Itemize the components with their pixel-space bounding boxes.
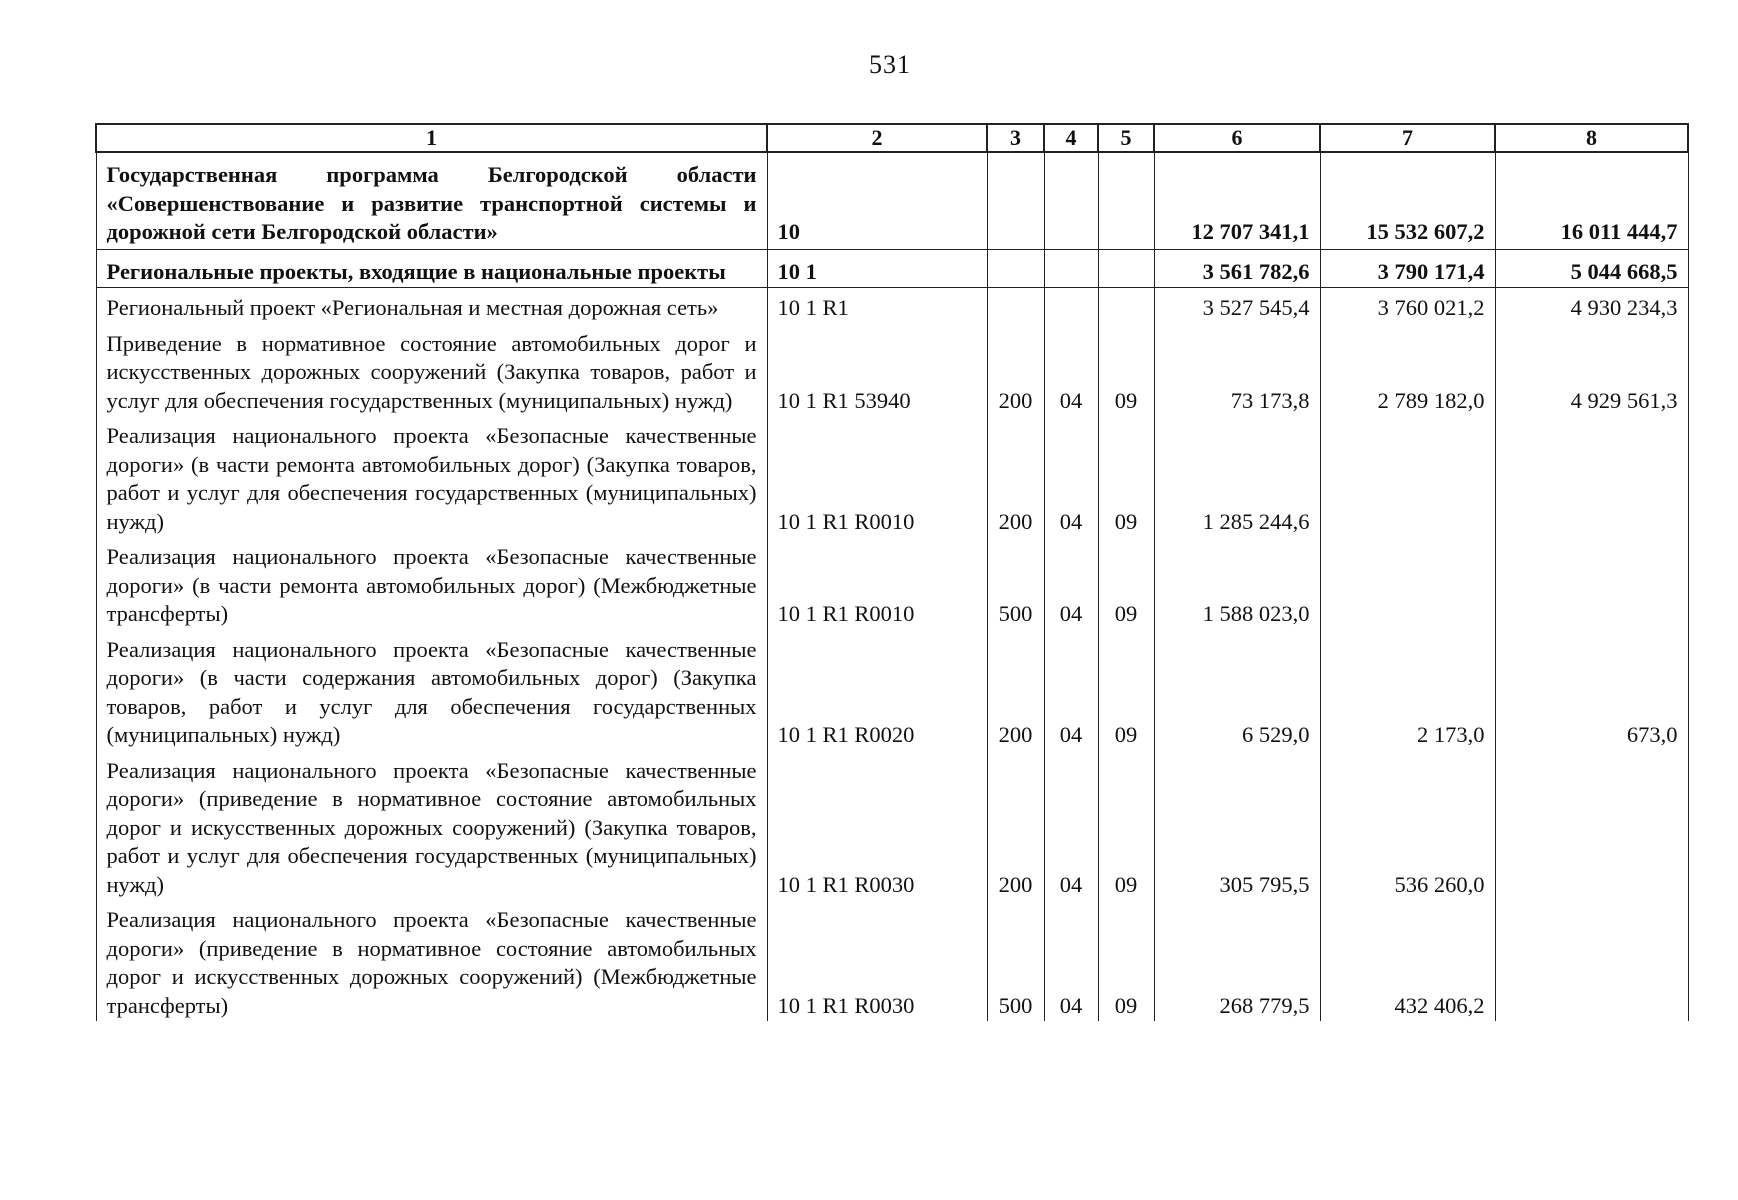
row-value-6: 6 529,0 [1154,630,1320,751]
row-value-7 [1320,416,1495,537]
row-value-8: 5 044 668,5 [1495,249,1688,288]
row-col3: 500 [987,900,1044,1021]
column-header: 6 [1154,124,1320,152]
row-code: 10 [767,152,987,249]
row-col5 [1098,152,1154,249]
column-header: 2 [767,124,987,152]
row-value-8 [1495,751,1688,901]
row-name: Региональные проекты, входящие в национальные проекты [96,249,767,288]
row-code: 10 1 R1 [767,288,987,324]
row-col3: 200 [987,630,1044,751]
row-code: 10 1 R1 R0020 [767,630,987,751]
row-value-6: 268 779,5 [1154,900,1320,1021]
row-code: 10 1 R1 53940 [767,324,987,417]
row-code: 10 1 [767,249,987,288]
table-row [96,537,1688,630]
column-header: 1 [96,124,767,152]
row-value-8: 673,0 [1495,630,1688,751]
row-value-6: 1 588 023,0 [1154,537,1320,630]
row-name: Приведение в нормативное состояние автомобильных дорог и искусственных дорожных сооружений (Закупка товаров, работ и услуг для обеспечения государственных (муниципальных) нужд) [96,324,767,417]
row-col3 [987,288,1044,324]
row-code: 10 1 R1 R0030 [767,751,987,901]
row-col4 [1044,249,1098,288]
row-name: Реализация национального проекта «Безопасные качественные дороги» (в части ремонта автомобильных дорог) (Межбюджетные трансферты) [96,537,767,630]
row-name: Реализация национального проекта «Безопасные качественные дороги» (в части ремонта автомобильных дорог) (Закупка товаров, работ и услуг для обеспечения государственных (муниципальных) нужд) [96,416,767,537]
row-col5: 09 [1098,416,1154,537]
row-col4: 04 [1044,900,1098,1021]
table-row [96,152,1688,249]
row-value-6: 1 285 244,6 [1154,416,1320,537]
row-value-8: 16 011 444,7 [1495,152,1688,249]
row-col5 [1098,288,1154,324]
column-header: 8 [1495,124,1688,152]
table-row [96,324,1688,417]
table-row [96,751,1688,901]
row-col3: 500 [987,537,1044,630]
row-col3: 200 [987,416,1044,537]
row-col4: 04 [1044,324,1098,417]
row-col5: 09 [1098,751,1154,901]
row-value-7: 432 406,2 [1320,900,1495,1021]
row-col4 [1044,288,1098,324]
row-name: Реализация национального проекта «Безопасные качественные дороги» (приведение в нормативное состояние автомобильных дорог и искусственных дорожных сооружений) (Закупка товаров, работ и услуг для обеспечения государственных (муниципальных) нужд) [96,751,767,901]
row-value-8 [1495,537,1688,630]
row-value-7: 3 760 021,2 [1320,288,1495,324]
row-col3 [987,249,1044,288]
row-value-8 [1495,416,1688,537]
row-col4 [1044,152,1098,249]
row-value-6: 3 561 782,6 [1154,249,1320,288]
row-name: Реализация национального проекта «Безопасные качественные дороги» (в части содержания автомобильных дорог) (Закупка товаров, работ и услуг для обеспечения государственных (муниципальных) нужд) [96,630,767,751]
row-value-6: 3 527 545,4 [1154,288,1320,324]
table-row [96,416,1688,537]
row-value-7: 3 790 171,4 [1320,249,1495,288]
header-row [96,124,1688,152]
row-col4: 04 [1044,416,1098,537]
row-code: 10 1 R1 R0010 [767,416,987,537]
row-value-8: 4 929 561,3 [1495,324,1688,417]
row-col3 [987,152,1044,249]
column-header: 3 [987,124,1044,152]
row-value-8 [1495,900,1688,1021]
row-name: Реализация национального проекта «Безопасные качественные дороги» (приведение в нормативное состояние автомобильных дорог и искусственных дорожных сооружений) (Межбюджетные трансферты) [96,900,767,1021]
row-col3: 200 [987,751,1044,901]
table-row [96,288,1688,324]
row-value-6: 12 707 341,1 [1154,152,1320,249]
budget-table [95,123,1689,1021]
row-col5: 09 [1098,630,1154,751]
row-name: Государственная программа Белгородской области «Совершенствование и развитие транспортной системы и дорожной сети Белгородской области» [96,152,767,249]
column-header: 5 [1098,124,1154,152]
row-col3: 200 [987,324,1044,417]
table-row [96,900,1688,1021]
row-col5: 09 [1098,900,1154,1021]
row-name: Региональный проект «Региональная и местная дорожная сеть» [96,288,767,324]
table-row [96,249,1688,288]
row-value-7: 536 260,0 [1320,751,1495,901]
row-value-8: 4 930 234,3 [1495,288,1688,324]
row-col4: 04 [1044,537,1098,630]
page-number: 531 [869,50,911,79]
row-code: 10 1 R1 R0030 [767,900,987,1021]
column-header: 7 [1320,124,1495,152]
row-value-6: 73 173,8 [1154,324,1320,417]
row-value-7: 2 789 182,0 [1320,324,1495,417]
row-col4: 04 [1044,751,1098,901]
row-col4: 04 [1044,630,1098,751]
row-code: 10 1 R1 R0010 [767,537,987,630]
row-value-7: 15 532 607,2 [1320,152,1495,249]
row-value-7 [1320,537,1495,630]
row-col5 [1098,249,1154,288]
row-value-7: 2 173,0 [1320,630,1495,751]
column-header: 4 [1044,124,1098,152]
row-value-6: 305 795,5 [1154,751,1320,901]
row-col5: 09 [1098,537,1154,630]
table-row [96,630,1688,751]
row-col5: 09 [1098,324,1154,417]
